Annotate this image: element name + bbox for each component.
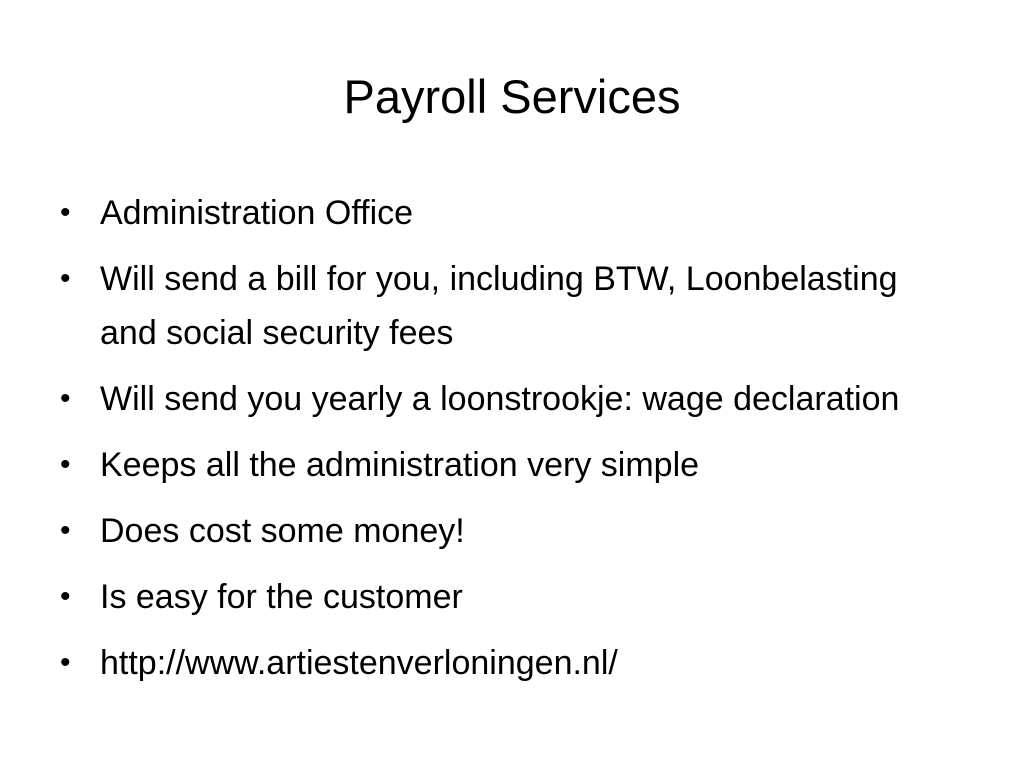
bullet-item-easy-for-customer xyxy=(56,570,936,624)
bullet-item-cost-money xyxy=(56,504,936,558)
bullet-item-simple-administration xyxy=(56,438,936,492)
bullet-text: Will send a bill for you, including BTW, Loonbelasting and social security fees xyxy=(100,260,898,352)
bullet-text: Does cost some money! xyxy=(100,512,465,550)
bullet-text: Keeps all the administration very simple xyxy=(100,446,700,484)
bullet-item-send-bill xyxy=(56,252,936,360)
bullet-list xyxy=(56,186,936,702)
slide-title: Payroll Services xyxy=(343,70,681,123)
bullet-dot-icon: • xyxy=(60,448,71,481)
bullet-dot-icon: • xyxy=(60,580,71,613)
bullet-text: Is easy for the customer xyxy=(100,578,463,616)
bullet-dot-icon: • xyxy=(60,196,71,229)
bullet-item-url xyxy=(56,636,936,690)
bullet-text: Will send you yearly a loonstrookje: wage declaration xyxy=(100,380,900,418)
bullet-dot-icon: • xyxy=(60,646,71,679)
bullet-dot-icon: • xyxy=(60,262,71,295)
bullet-item-administration-office xyxy=(56,186,936,240)
bullet-dot-icon: • xyxy=(60,514,71,547)
bullet-text: Administration Office xyxy=(100,194,414,232)
bullet-text-url: http://www.artiestenverloningen.nl/ xyxy=(100,644,618,682)
bullet-dot-icon: • xyxy=(60,382,71,415)
bullet-item-loonstrookje xyxy=(56,372,936,426)
